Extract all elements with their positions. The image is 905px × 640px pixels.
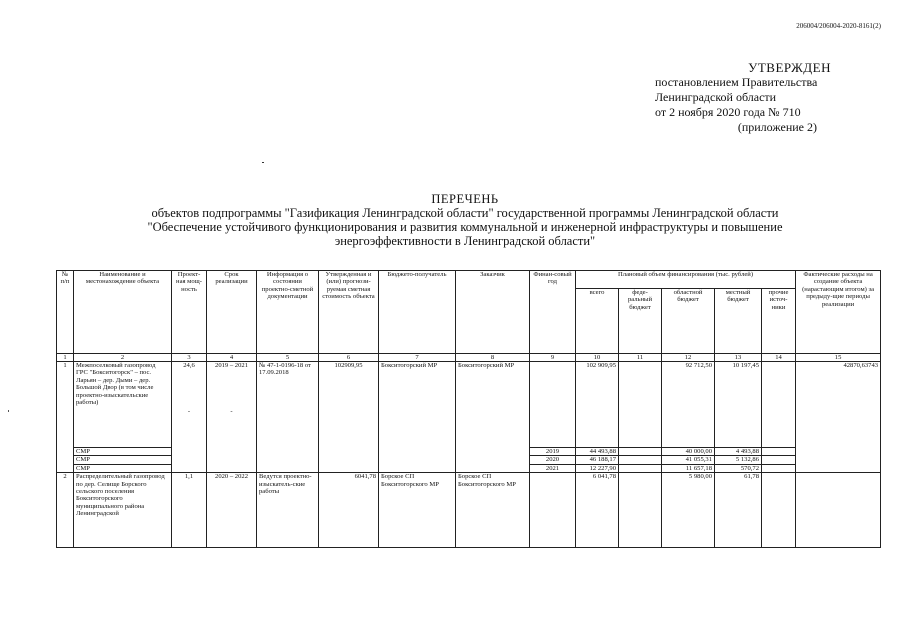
title-line: "Обеспечение устойчивого функционирования и развития коммунальной и инженерной инфраструктуры и повышение [147, 220, 783, 234]
title-heading: ПЕРЕЧЕНЬ [431, 192, 499, 206]
header-other: прочие источ-ники [762, 289, 796, 354]
scan-speck [262, 162, 264, 163]
header-regional: областной бюджет [662, 289, 715, 354]
col-number: 11 [619, 354, 662, 362]
col-number: 15 [796, 354, 881, 362]
cell-capacity: 1,1 [172, 473, 207, 548]
approval-line: постановлением Правительства [655, 75, 818, 89]
cell-regional: 5 980,00 [662, 473, 715, 548]
cell-local: 10 197,45 [715, 362, 762, 448]
cell-recipient: Борское СП Бокситогорского МР [379, 473, 456, 548]
cell-total: 6 041,78 [576, 473, 619, 548]
col-number: 13 [715, 354, 762, 362]
column-number-row [57, 354, 881, 362]
cell-other [762, 473, 796, 548]
approval-line: (приложение 2) [737, 120, 817, 134]
approval-title: УТВЕРЖДЕН [748, 60, 831, 75]
col-number: 8 [456, 354, 530, 362]
col-number: 6 [319, 354, 379, 362]
sub-total: 12 227,90 [576, 464, 619, 472]
objects-table [56, 270, 881, 548]
cell-federal [619, 473, 662, 548]
header-row [57, 271, 881, 289]
sub-other [762, 448, 796, 456]
header-customer: Заказчик [456, 271, 530, 354]
header-actual: Фактические расходы на создание объекта (нарастающим итогом) за предыду-щие периоды реализации [796, 271, 881, 354]
term-value: 2019 – 2021 [215, 362, 248, 369]
col-number: 9 [530, 354, 576, 362]
sub-label: СМР [74, 464, 172, 472]
table-row [57, 473, 881, 548]
col-number: 5 [257, 354, 319, 362]
cell-term: 2020 – 2022 [207, 473, 257, 548]
header-federal: феде-ральный бюджет [619, 289, 662, 354]
cell-capacity [172, 362, 207, 473]
col-number: 10 [576, 354, 619, 362]
approval-line: от 2 ноября 2020 года № 710 [655, 105, 801, 119]
sub-local: 4 493,88 [715, 448, 762, 456]
cell-term [207, 362, 257, 473]
header-local: местный бюджет [715, 289, 762, 354]
sub-other [762, 464, 796, 472]
cell-customer: Борское СП Бокситогорского МР [456, 473, 530, 548]
scan-speck [8, 410, 9, 412]
header-name: Наименование и местонахождение объекта [74, 271, 172, 354]
document-title [95, 192, 835, 248]
header-cost: Утвержденная и (или) прогнози-руемая сметная стоимость объекта [319, 271, 379, 354]
cell-federal [619, 362, 662, 448]
sub-year: 2021 [530, 464, 576, 472]
table-row [57, 362, 881, 448]
approval-line: Ленинградской области [655, 90, 777, 104]
title-line: объектов подпрограммы "Газификация Ленинградской области" государственной программы Ленинградской области [151, 206, 779, 220]
cell-cost: 102909,95 [319, 362, 379, 473]
cell-customer: Бокситогорский МР [456, 362, 530, 473]
cell-year [530, 473, 576, 548]
cell-local: 61,78 [715, 473, 762, 548]
col-number: 3 [172, 354, 207, 362]
sub-local: 5 132,86 [715, 456, 762, 464]
cell-other [762, 362, 796, 448]
cell-total: 102 909,95 [576, 362, 619, 448]
dash: - [187, 408, 191, 416]
header-fin-year: Финан-совый год [530, 271, 576, 354]
cell-num: 2 [57, 473, 74, 548]
sub-regional: 41 055,31 [662, 456, 715, 464]
cell-name: Межпоселковый газопровод ГРС "Бокситогорск" – пос. Ларьян – дер. Дыми – дер. Большой Двор (в том числе проектно-изыскательские работы) [74, 362, 172, 448]
sub-federal [619, 456, 662, 464]
cell-year [530, 362, 576, 448]
col-number: 4 [207, 354, 257, 362]
dash: - [230, 408, 233, 416]
cell-info: № 47-1-0196-18 от 17.09.2018 [257, 362, 319, 473]
sub-other [762, 456, 796, 464]
approval-block [655, 60, 885, 135]
capacity-value: 24,6 [183, 362, 195, 369]
cell-num: 1 [57, 362, 74, 473]
header-info: Информация о состоянии проектно-сметной документации [257, 271, 319, 354]
document-number: 206004/206004-2020-8161(2) [796, 22, 881, 30]
col-number: 1 [57, 354, 74, 362]
cell-name: Распределительный газопровод по дер. Селище Борского сельского поселения Бокситогорского муниципального района Ленинградской [74, 473, 172, 548]
sub-year: 2019 [530, 448, 576, 456]
sub-federal [619, 448, 662, 456]
header-total: всего [576, 289, 619, 354]
header-capacity: Проект-ная мощ-ность [172, 271, 207, 354]
col-number: 14 [762, 354, 796, 362]
sub-year: 2020 [530, 456, 576, 464]
cell-actual: 42870,63743 [796, 362, 881, 473]
header-plan: Плановый объем финансирования (тыс. рублей) [576, 271, 796, 289]
cell-actual [796, 473, 881, 548]
sub-local: 570,72 [715, 464, 762, 472]
cell-info: Ведутся проектно-изыскатель-ские работы [257, 473, 319, 548]
cell-cost: 6041,78 [319, 473, 379, 548]
sub-label: СМР [74, 456, 172, 464]
col-number: 2 [74, 354, 172, 362]
sub-total: 44 493,88 [576, 448, 619, 456]
sub-regional: 11 657,18 [662, 464, 715, 472]
header-term: Срок реализации [207, 271, 257, 354]
header-num: № п/п [57, 271, 74, 354]
sub-label: СМР [74, 448, 172, 456]
header-recipient: Бюджето-получатель [379, 271, 456, 354]
sub-federal [619, 464, 662, 472]
sub-regional: 40 000,00 [662, 448, 715, 456]
cell-recipient: Бокситогорский МР [379, 362, 456, 473]
cell-regional: 92 712,50 [662, 362, 715, 448]
col-number: 7 [379, 354, 456, 362]
col-number: 12 [662, 354, 715, 362]
title-line: энергоэффективности в Ленинградской области" [334, 234, 596, 248]
sub-total: 46 188,17 [576, 456, 619, 464]
